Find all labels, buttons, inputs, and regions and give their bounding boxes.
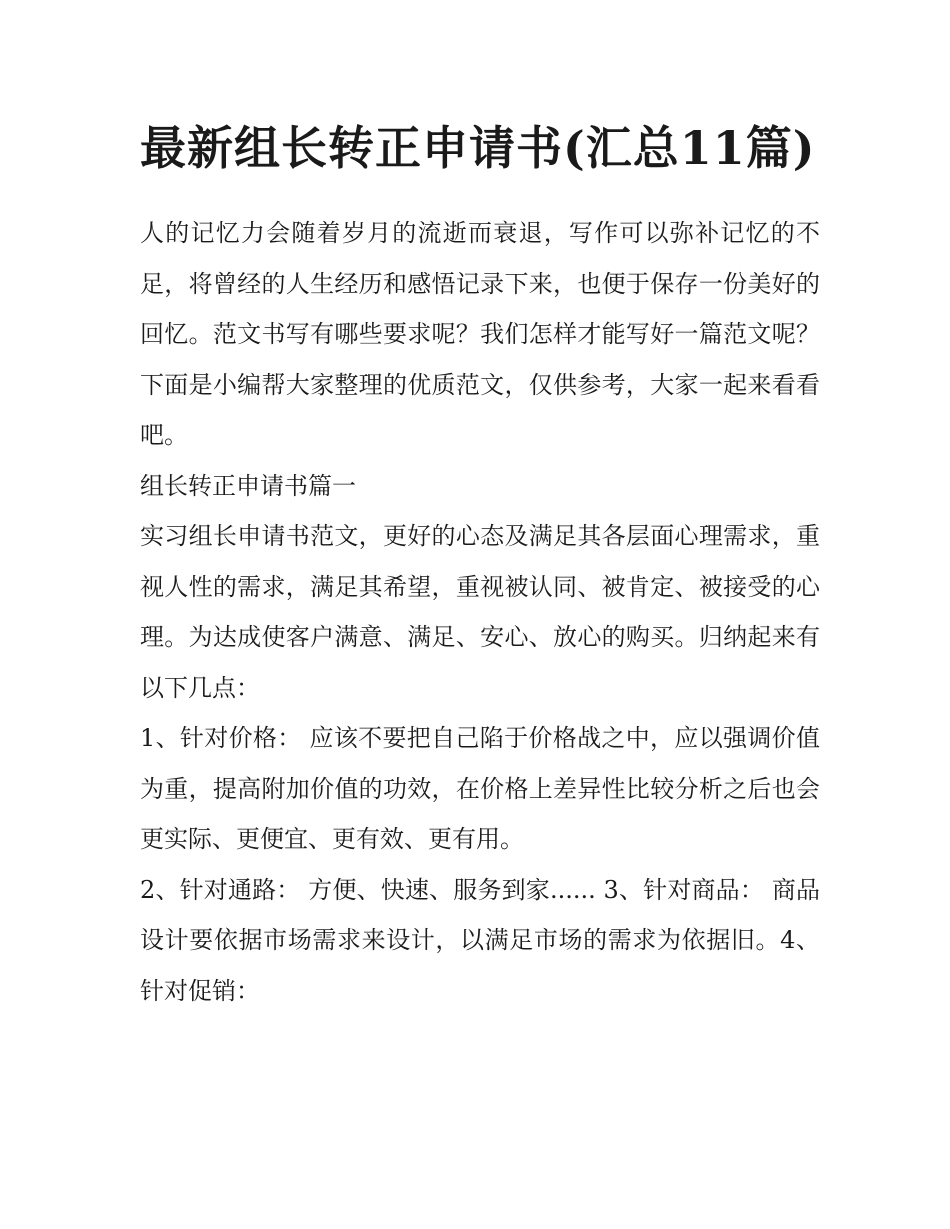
document-title: 最新组长转正申请书(汇总11篇) bbox=[140, 121, 816, 175]
body-paragraph-3: 2、针对通路： 方便、快速、服务到家...... 3、针对商品： 商品设计要依据市场需求来设计，以满足市场的需求为依据旧。4、针对促销： bbox=[140, 875, 820, 1005]
intro-paragraph: 人的记忆力会随着岁月的流逝而衰退，写作可以弥补记忆的不足，将曾经的人生经历和感悟记录下来，也便于保存一份美好的回忆。范文书写有哪些要求呢？我们怎样才能写好一篇范文呢？下面是小编帮大家整理的优质范文，仅供参考，大家一起来看看吧。 bbox=[140, 219, 820, 449]
document-page bbox=[140, 112, 820, 1016]
body-paragraph-1: 实习组长申请书范文，更好的心态及满足其各层面心理需求，重视人性的需求，满足其希望，重视被认同、被肯定、被接受的心理。为达成使客户满意、满足、安心、放心的购买。归纳起来有以下几点： bbox=[140, 522, 820, 702]
body-paragraph-2: 1、针对价格： 应该不要把自己陷于价格战之中，应以强调价值为重，提高附加价值的功效，在价格上差异性比较分析之后也会更实际、更便宜、更有效、更有用。 bbox=[140, 724, 820, 853]
section-heading: 组长转正申请书篇一 bbox=[140, 471, 356, 500]
